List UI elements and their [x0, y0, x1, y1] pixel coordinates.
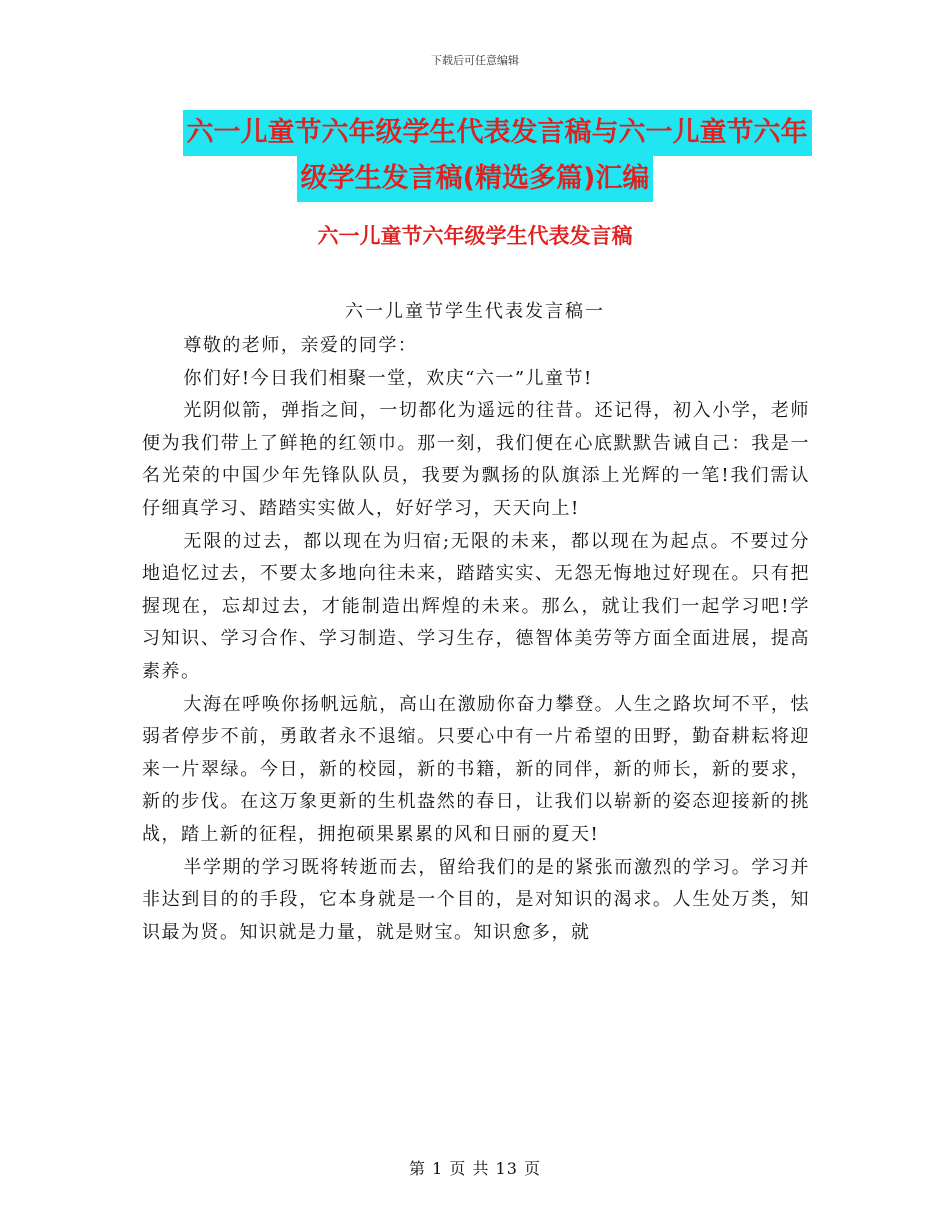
page-footer: 第 1 页 共 13 页 — [409, 1159, 541, 1178]
paragraph-greeting: 你们好!今日我们相聚一堂，欢庆“六一”儿童节! — [183, 367, 593, 389]
document-title-line-2: 级学生发言稿(精选多篇)汇编 — [297, 156, 654, 202]
paragraph: 光阴似箭，弹指之间，一切都化为遥远的往昔。还记得，初入小学，老师便为我们带上了鲜艳的红领巾。那一刻，我们便在心底默默告诫自己：我是一名光荣的中国少年先锋队队员，我要为飘扬的队旗添上光辉的一笔!我们需认仔细真学习、踏踏实实做人，好好学习，天天向上! — [142, 400, 810, 519]
paragraph: 半学期的学习既将转逝而去，留给我们的是的紧张而激烈的学习。学习并非达到目的的手段，它本身就是一个目的，是对知识的渴求。人生处万类，知识最为贤。知识就是力量，就是财宝。知识愈多，就 — [142, 856, 810, 943]
section-title: 六一儿童节六年级学生代表发言稿 — [317, 224, 633, 248]
paragraph: 无限的过去，都以现在为归宿;无限的未来，都以现在为起点。不要过分地追忆过去，不要太多地向往未来，踏踏实实、无怨无悔地过好现在。只有把握现在，忘却过去，才能制造出辉煌的未来。那么，就让我们一起学习吧!学习知识、学习合作、学习制造、学习生存，德智体美劳等方面全面进展，提高素养。 — [142, 530, 810, 682]
document-title — [0, 110, 950, 202]
paragraph: 大海在呼唤你扬帆远航，高山在激励你奋力攀登。人生之路坎坷不平，怯弱者停步不前，勇敢者永不退缩。只要心中有一片希望的田野，勤奋耕耘将迎来一片翠绿。今日，新的校园，新的书籍，新的同伴，新的师长，新的要求，新的步伐。在这万象更新的生机盎然的春日，让我们以崭新的姿态迎接新的挑战，踏上新的征程，拥抱硕果累累的风和日丽的夏天! — [142, 693, 810, 845]
paragraph-salutation: 尊敬的老师，亲爱的同学： — [183, 335, 418, 356]
document-title-line-1: 六一儿童节六年级学生代表发言稿与六一儿童节六年 — [183, 110, 812, 156]
header-note: 下载后可任意编辑 — [431, 54, 519, 67]
sub-title: 六一儿童节学生代表发言稿一 — [345, 301, 605, 322]
body-text — [142, 330, 810, 949]
